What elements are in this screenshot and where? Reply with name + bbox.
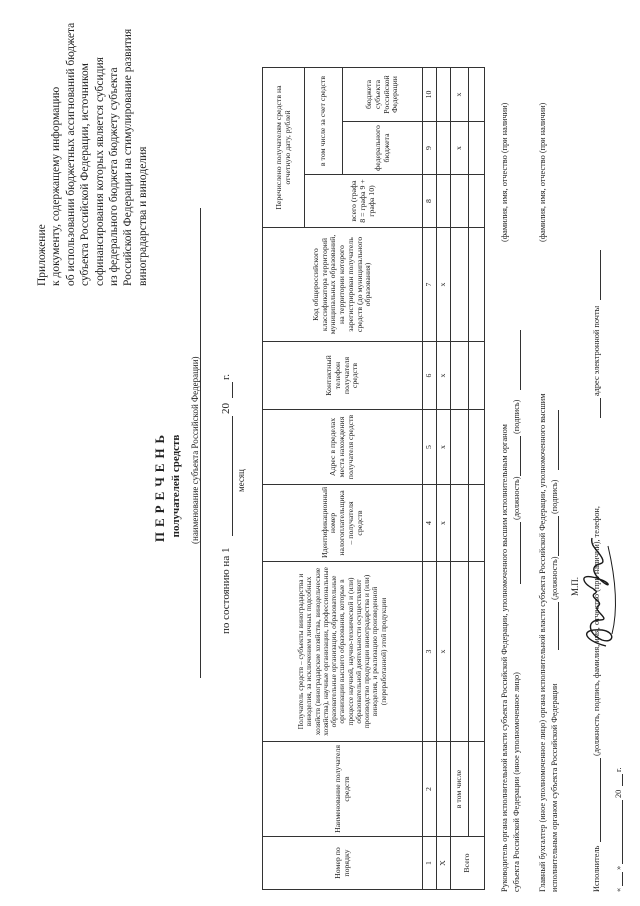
column-number: 2 bbox=[423, 742, 437, 837]
accountant-position-line bbox=[558, 602, 559, 650]
empty-cell bbox=[451, 410, 469, 485]
appendix-line: Приложение bbox=[36, 224, 48, 286]
total-mark: х bbox=[451, 67, 469, 121]
column-number: 10 bbox=[423, 67, 437, 121]
accountant-name-line bbox=[558, 410, 559, 470]
total-sub-label: в том числе bbox=[451, 742, 469, 837]
header-federal: федерального бюджета bbox=[343, 122, 423, 175]
head-line-2: субъекта Российской Федерации (иное уполномоченное лицо) bbox=[512, 672, 521, 892]
appendix-line: к документу, содержащему информацию bbox=[50, 86, 63, 286]
header-including: в том числе за счет средств bbox=[305, 67, 343, 174]
column-number: 1 bbox=[423, 837, 437, 890]
empty-cell bbox=[469, 342, 485, 410]
date-year-prefix: 20 bbox=[614, 789, 623, 798]
empty-cell bbox=[469, 562, 485, 742]
date-day-line bbox=[622, 872, 623, 886]
appendix-line: виноградарства и виноделия bbox=[136, 146, 149, 286]
column-number: 8 bbox=[423, 175, 437, 228]
empty-cell bbox=[469, 67, 485, 121]
empty-cell bbox=[451, 562, 469, 742]
stamp-label: М.П. bbox=[570, 576, 580, 596]
header-paid-group: Перечислено получателям средств на отчетную дату, рублей bbox=[263, 67, 305, 227]
column-number: 4 bbox=[423, 485, 437, 562]
empty-cell bbox=[469, 485, 485, 562]
appendix-line: субъекта Российской Федерации, источником bbox=[79, 63, 92, 286]
month-caption: месяц bbox=[236, 469, 246, 492]
accountant-signature-caption: (подпись) bbox=[550, 479, 559, 514]
head-position-caption: (должность) bbox=[512, 476, 521, 520]
header-total: всего (графа 8 = графа 9 + графа 10) bbox=[305, 175, 423, 228]
date-month-line bbox=[622, 800, 623, 864]
as-of-label: по состоянию на 1 bbox=[220, 547, 232, 634]
column-number: 7 bbox=[423, 228, 437, 342]
year-line bbox=[232, 382, 233, 398]
accountant-name-caption: (фамилия, имя, отчество (при наличии) bbox=[538, 102, 547, 242]
header-address: Адрес в пределах места нахождения получателя средств bbox=[263, 410, 423, 485]
handwritten-signature bbox=[572, 530, 622, 650]
header-inn: Идентификационный номер налогоплательщика – получателя средств bbox=[263, 485, 423, 562]
header-recipient-name: Наименование получателя средств bbox=[263, 742, 423, 837]
executor-line bbox=[600, 758, 601, 842]
row-x-cell: Х bbox=[437, 837, 451, 890]
row-x-cell: х bbox=[437, 485, 451, 562]
total-label: Всего bbox=[451, 837, 485, 890]
empty-cell bbox=[437, 67, 451, 121]
appendix-line: об использовании бюджетных ассигнований бюджета bbox=[64, 22, 77, 286]
empty-cell bbox=[469, 410, 485, 485]
empty-cell bbox=[451, 342, 469, 410]
header-phone: Контактный телефон получателя средств bbox=[263, 342, 423, 410]
email-label: адрес электронной почты bbox=[592, 305, 601, 396]
date-quote-close: » bbox=[614, 865, 623, 870]
empty-cell bbox=[451, 175, 469, 228]
head-name-caption: (фамилия, имя, отчество (при наличии) bbox=[500, 102, 509, 242]
header-number: Номер по порядку bbox=[263, 837, 423, 890]
empty-cell bbox=[469, 228, 485, 342]
subject-caption: (наименование субъекта Российской Федерации) bbox=[190, 356, 200, 544]
head-signature-line bbox=[520, 436, 521, 476]
empty-cell bbox=[469, 742, 485, 837]
date-year-suffix: г. bbox=[614, 767, 623, 772]
email-line bbox=[600, 250, 601, 300]
column-number: 6 bbox=[423, 342, 437, 410]
date-quote-open: « bbox=[614, 887, 623, 892]
row-x-cell: х bbox=[437, 410, 451, 485]
empty-cell bbox=[469, 122, 485, 175]
accountant-position-caption: (должность) bbox=[550, 556, 559, 600]
year-suffix: г. bbox=[220, 373, 232, 380]
head-name-line bbox=[520, 330, 521, 390]
accountant-line-1: Главный бухгалтер (иное уполномоченное лицо) органа исполнительной власти субъекта Российской Федерации, уполномоченного высшим bbox=[538, 393, 547, 892]
appendix-line: из федерального бюджета бюджету субъекта bbox=[107, 67, 120, 286]
head-line-1: Руководитель органа исполнительной власти субъекта Российской Федерации, уполномоченного высшим исполнительным органом bbox=[500, 424, 509, 892]
header-recipient-type: Получатель средств – субъекты виноградарства и виноделия, за исключением личных подсобных хозяйств (виноградарские хозяйства, винодельческие хозяйства), научные организации, профессиональные образовательные организации, образовательные организации высшего образования, которые в процессе научной, научно-технической и (или) образовательной деятельности осуществляют производство продукции виноградарства и (или) виноделия, и реализацию произведенной (переработанной) этой продукции bbox=[263, 562, 423, 742]
executor-caption: (должность, подпись, фамилия, имя, отчество (при наличии), телефон, bbox=[592, 506, 601, 756]
year-prefix: 20 bbox=[220, 403, 232, 414]
column-number: 9 bbox=[423, 122, 437, 175]
page-title: ПЕРЕЧЕНЬ bbox=[152, 429, 167, 543]
appendix-block bbox=[35, 22, 150, 286]
empty-cell bbox=[437, 742, 451, 837]
row-x-cell: х bbox=[437, 228, 451, 342]
accountant-signature-line bbox=[558, 516, 559, 556]
empty-cell bbox=[451, 485, 469, 562]
month-line bbox=[232, 416, 233, 536]
empty-cell bbox=[451, 228, 469, 342]
accountant-line-2: исполнительным органом субъекта Российской Федерации bbox=[550, 683, 559, 892]
phone-line bbox=[600, 398, 601, 418]
page-subtitle: получателей средств bbox=[170, 434, 182, 538]
column-number: 3 bbox=[423, 562, 437, 742]
empty-cell bbox=[437, 122, 451, 175]
executor-label: Исполнитель bbox=[592, 845, 601, 892]
column-number: 5 bbox=[423, 410, 437, 485]
appendix-line: Российской Федерации на стимулирование развития bbox=[122, 28, 135, 286]
header-regional: бюджета субъекта Российской Федерации bbox=[343, 67, 423, 121]
recipients-table bbox=[262, 67, 485, 890]
head-signature-caption: (подпись) bbox=[512, 399, 521, 434]
row-x-cell: х bbox=[437, 562, 451, 742]
appendix-line: софинансирования которых является субсидия bbox=[93, 57, 106, 286]
date-year-line bbox=[622, 774, 623, 786]
head-position-line bbox=[520, 522, 521, 584]
empty-cell bbox=[437, 175, 451, 228]
row-x-cell: х bbox=[437, 342, 451, 410]
total-mark: х bbox=[451, 122, 469, 175]
empty-cell bbox=[469, 175, 485, 228]
header-oktmo: Код общероссийского классификатора территорий муниципальных образований, на территории которого зарегистрирован получатель средств (до муниципального образования) bbox=[263, 228, 423, 342]
